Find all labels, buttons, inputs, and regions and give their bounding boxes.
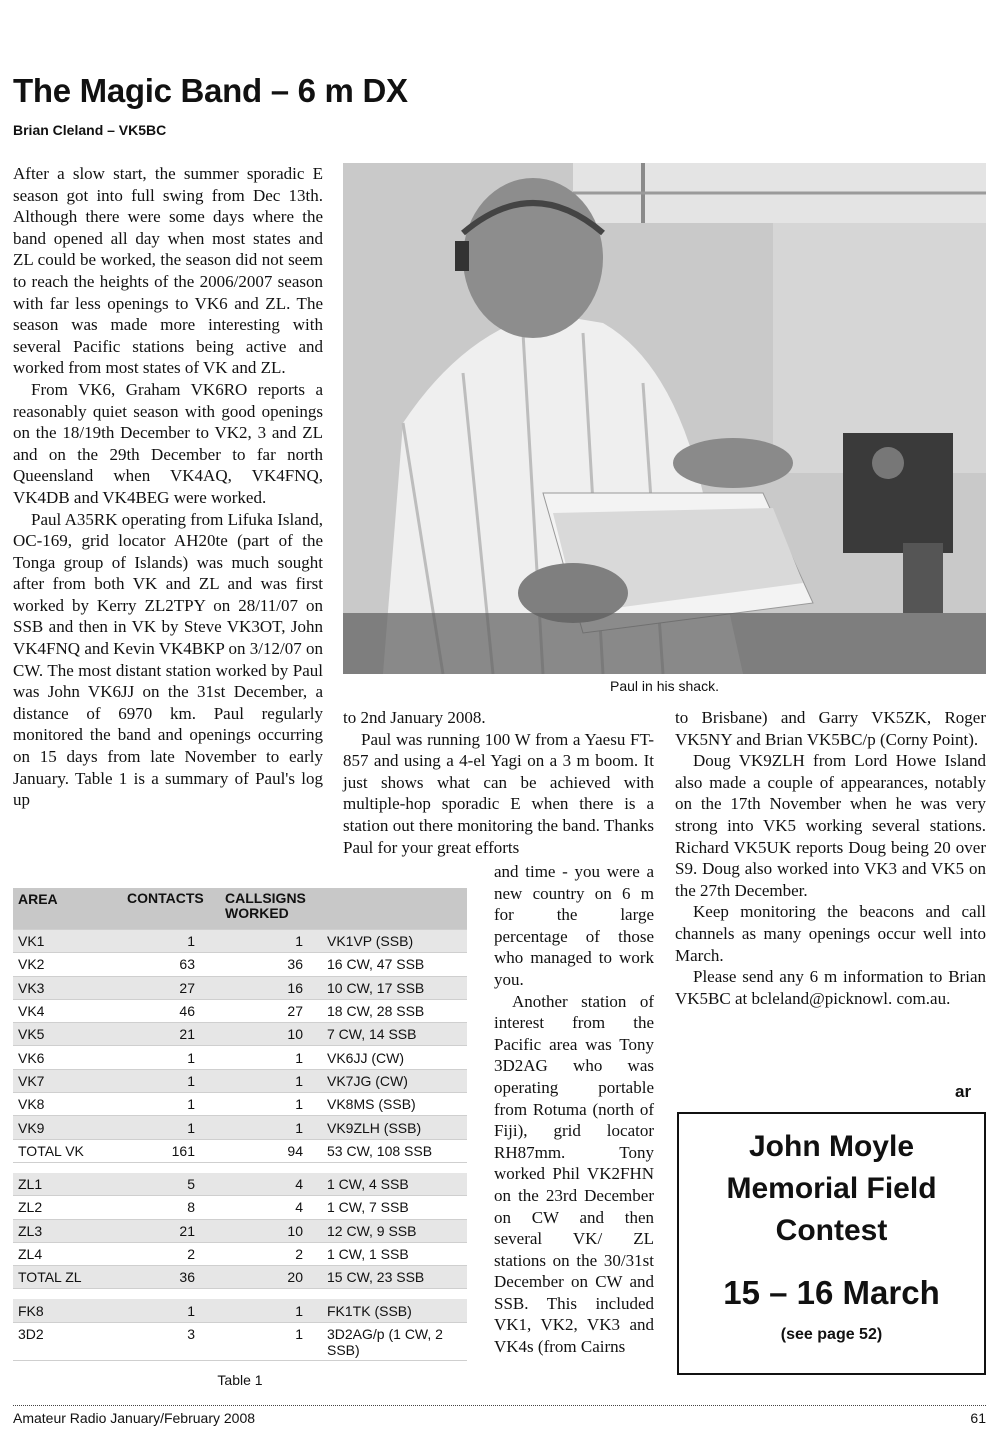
table-caption: Table 1 [217, 1372, 263, 1388]
table-cell: 1 CW, 1 SSB [327, 1246, 409, 1262]
paragraph: After a slow start, the summer sporadic E season got into full swing from Dec 13th. Although there were some days where the band opened all day when most states and ZL could be worked, the season did not seem to reach the heights of the 2006/2007 season with far less openings to VK6 and ZL. The season was made more interesting with several Pacific stations being active and worked from most states of VK and ZL. [13, 164, 323, 378]
table-cell: ZL1 [18, 1176, 43, 1193]
footer-publication: Amateur Radio January/February 2008 [13, 1410, 256, 1426]
paragraph: Doug VK9ZLH from Lord Howe Island also made a couple of appearances, notably on the 17th November when he was very strong into VK5 working several stations. Richard VK5UK reports Doug being 20 over S9. Doug also worked into VK3 and VK5 on the 27th December. [675, 751, 986, 900]
table-row [13, 1093, 467, 1116]
table-cell: ZL2 [18, 1199, 43, 1216]
summary-table [13, 888, 467, 1361]
table-row [13, 977, 467, 1000]
table-cell: VK8 [18, 1096, 45, 1113]
table-cell: VK3 [18, 979, 45, 996]
table-row [13, 1243, 467, 1266]
table-row [13, 1196, 467, 1219]
paragraph: Paul was running 100 W from a Yaesu FT-857 and using a 4-el Yagi on a 3 m boom. It just shows what can be achieved with multiple-hop sporadic E when there is a station out there monitoring the band. Thanks Paul for your great efforts [343, 729, 654, 857]
table-cell: 27 [179, 979, 195, 996]
paragraph: Another station of interest from the Pacific area was Tony 3D2AG who was operating portable from Rotuma (north of Fiji), grid locator RH87mm. Tony worked Phil VK2FHN on the 23rd December on CW and then several VK/ ZL stations on the 30/31st December on CW and SSB. This included VK1, VK2, VK3 and VK4s (from Cairns [494, 991, 654, 1357]
table-cell: VK7JG (CW) [327, 1072, 408, 1089]
column-1 [13, 163, 323, 811]
table-cell: 1 [187, 933, 195, 950]
table-row [13, 953, 467, 976]
paragraph: Keep monitoring the beacons and call channels as many openings occur well into March. [675, 902, 986, 965]
table-cell: 36 [287, 956, 303, 973]
footer-divider [13, 1405, 986, 1406]
photo-caption: Paul in his shack. [610, 678, 719, 694]
table-cell: 21 [179, 1026, 195, 1043]
table-cell: 36 [179, 1269, 195, 1286]
table-cell: FK1TK (SSB) [327, 1302, 412, 1319]
table-cell: 1 [295, 1096, 303, 1113]
paragraph: Paul A35RK operating from Lifuka Island, OC-169, grid locator AH20te (part of the Tonga group of Islands) was much sought after from both VK and ZL and was first worked by Kerry ZL2TPY on 28/11/07 on SSB and then in VK by Steve VK3OT, John VK4FNQ and Kevin VK4BKP on 3/12/07 on CW. The most distant station worked by Paul was John VK6JJ on the 31st December, a distance of 6970 km. Paul regularly monitored the band and openings occurring on 15 days from late November to early January. Table 1 is a summary of Paul's log up [13, 509, 323, 810]
table-cell: 1 [295, 1302, 303, 1319]
table-cell: 2 [187, 1246, 195, 1262]
table-cell: 1 [295, 1072, 303, 1089]
table-cell: 2 [295, 1246, 303, 1262]
table-cell: VK7 [18, 1072, 45, 1089]
table-cell: 94 [287, 1142, 303, 1159]
table-cell: 5 [187, 1176, 195, 1193]
paragraph: From VK6, Graham VK6RO reports a reasonably quiet season with good openings on the 18/19th December to VK2, 3 and ZL and on the 29th December to far north Queensland when VK4AQ, VK4FNQ, VK4DB and VK4BEG were worked. [13, 379, 323, 507]
table-row [13, 1323, 467, 1361]
table-cell: 1 [187, 1072, 195, 1089]
table-cell: 1 [187, 1119, 195, 1136]
promo-line-3: Contest [775, 1214, 888, 1247]
promo-line-2: Memorial Field [726, 1172, 937, 1205]
table-cell: 8 [187, 1199, 195, 1216]
footer-page-number: 61 [970, 1410, 986, 1426]
table-cell: 18 CW, 28 SSB [327, 1003, 425, 1020]
promo-see-page: (see page 52) [780, 1326, 883, 1343]
table-row [13, 1116, 467, 1139]
article-byline: Brian Cleland – VK5BC [13, 122, 167, 138]
table-cell: 4 [295, 1199, 303, 1216]
table-row [13, 1220, 467, 1243]
contest-promo-box [677, 1112, 986, 1375]
table-cell: 1 CW, 7 SSB [327, 1199, 409, 1216]
table-cell: 16 [287, 979, 303, 996]
table-cell: VK6JJ (CW) [327, 1049, 404, 1066]
table-cell: TOTAL VK [18, 1142, 84, 1159]
table-cell: 53 CW, 108 SSB [327, 1142, 433, 1159]
table-cell: VK1 [18, 933, 45, 950]
table-row [13, 1046, 467, 1069]
table-row [13, 1023, 467, 1046]
table-cell: 7 CW, 14 SSB [327, 1026, 417, 1043]
table-other-group [13, 1299, 467, 1360]
article-title: The Magic Band – 6 m DX [13, 72, 408, 109]
table-cell: 21 [179, 1222, 195, 1239]
table-cell: 1 [295, 933, 303, 950]
table-row [13, 1299, 467, 1322]
table-cell: 1 [187, 1096, 195, 1113]
table-row [13, 1173, 467, 1196]
header-area: AREA [18, 891, 58, 907]
table-cell: 1 [187, 1302, 195, 1319]
table-cell: 3D2 [18, 1325, 44, 1342]
photo-paul-in-shack [343, 163, 986, 674]
table-zl-group [13, 1173, 467, 1289]
page-footer [13, 1410, 986, 1426]
table-cell: 1 [295, 1049, 303, 1066]
table-row [13, 1266, 467, 1289]
header-callsigns: CALLSIGNS WORKED [225, 890, 306, 921]
paragraph: to Brisbane) and Garry VK5ZK, Roger VK5NY and Brian VK5BC/p (Corny Point). [675, 708, 986, 749]
table-cell: 3 [187, 1325, 195, 1342]
column-2 [343, 707, 654, 858]
table-cell: 1 [295, 1119, 303, 1136]
end-mark: ar [955, 1082, 972, 1101]
table-row [13, 1070, 467, 1093]
table-header [13, 888, 467, 930]
table-cell: 3D2AG/p (1 CW, 2 SSB) [327, 1325, 443, 1358]
table-cell: VK1VP (SSB) [327, 933, 414, 950]
table-cell: 16 CW, 47 SSB [327, 956, 425, 973]
table-cell: VK9 [18, 1119, 45, 1136]
table-cell: VK6 [18, 1049, 45, 1066]
table-cell: 10 [287, 1026, 303, 1043]
table-cell: VK5 [18, 1026, 45, 1043]
table-cell: 15 CW, 23 SSB [327, 1269, 425, 1286]
table-cell: 20 [287, 1269, 303, 1286]
table-cell: 161 [171, 1142, 195, 1159]
paragraph: to 2nd January 2008. [343, 708, 486, 727]
column-2-lower [494, 861, 654, 1358]
photo-illustration [343, 163, 986, 674]
table-cell: 10 [287, 1222, 303, 1239]
table-row [13, 1140, 467, 1163]
table-row [13, 930, 467, 953]
promo-line-1: John Moyle [748, 1130, 914, 1163]
table-cell: 46 [179, 1003, 195, 1020]
table-cell: ZL4 [18, 1246, 43, 1262]
paragraph: and time - you were a new country on 6 m for the large percentage of those who managed to work you. [494, 862, 654, 989]
table-cell: VK2 [18, 956, 45, 973]
header-contacts: CONTACTS [127, 890, 204, 906]
paragraph: Please send any 6 m information to Brian VK5BC at bcleland@picknowl. com.au. [675, 967, 986, 1008]
table-cell: FK8 [18, 1302, 44, 1319]
table-cell: VK8MS (SSB) [327, 1096, 416, 1113]
table-cell: 12 CW, 9 SSB [327, 1222, 417, 1239]
table-cell: VK9ZLH (SSB) [327, 1119, 422, 1136]
column-3 [675, 707, 986, 1009]
table-cell: 27 [287, 1003, 303, 1020]
table-cell: 10 CW, 17 SSB [327, 979, 425, 996]
table-cell: 1 CW, 4 SSB [327, 1176, 409, 1193]
table-cell: 1 [295, 1325, 303, 1342]
table-cell: 63 [179, 956, 195, 973]
table-vk-group [13, 930, 467, 1163]
table-cell: ZL3 [18, 1222, 43, 1239]
table-cell: TOTAL ZL [18, 1269, 82, 1286]
table-row [13, 1000, 467, 1023]
table-cell: 1 [187, 1049, 195, 1066]
promo-dates: 15 – 16 March [723, 1274, 940, 1311]
table-cell: 4 [295, 1176, 303, 1193]
table-cell: VK4 [18, 1003, 45, 1020]
